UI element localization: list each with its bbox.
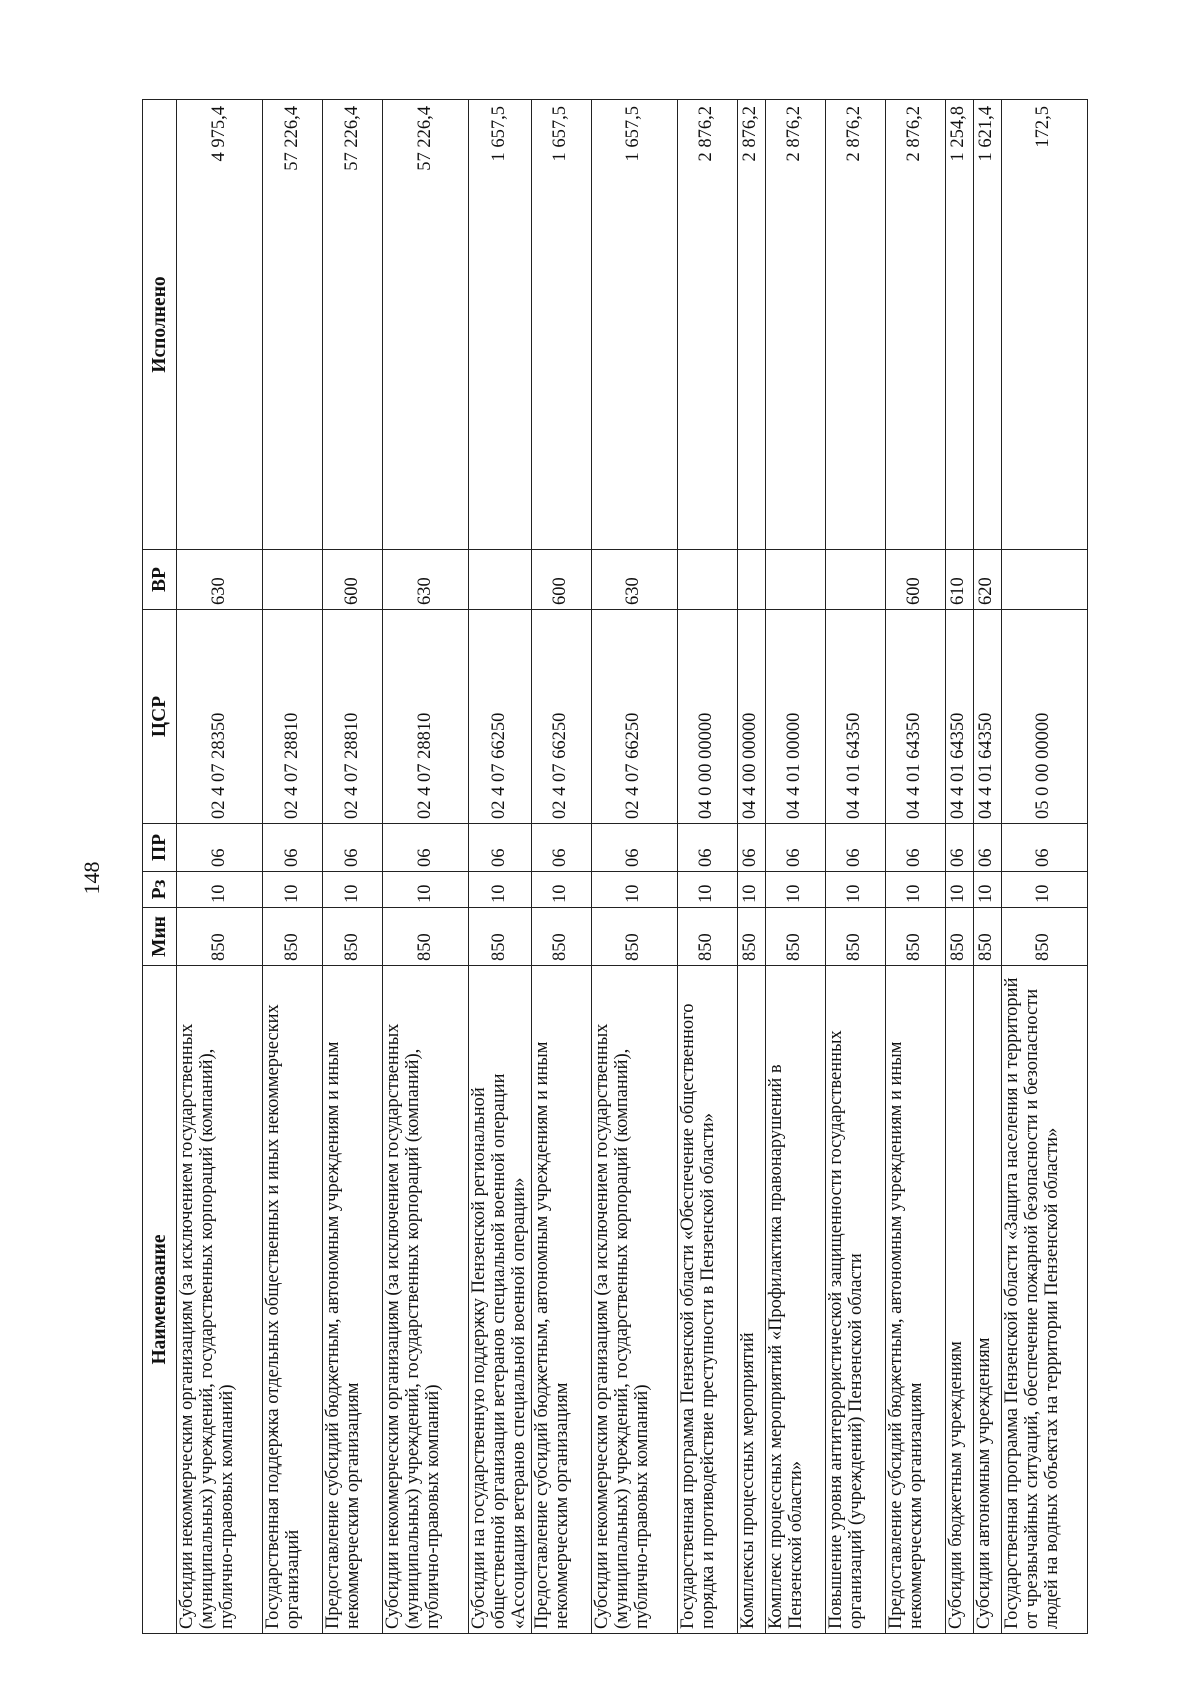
row-csr: 02 4 07 28810 <box>383 610 469 824</box>
row-name: Субсидии бюджетным учреждениям <box>945 966 973 1634</box>
row-name: Субсидии некоммерческим организациям (за исключением государственных (муниципальных) учреждений, государственных корпораций (компаний), публично-правовых компаний) <box>383 966 469 1634</box>
row-vr <box>469 550 532 610</box>
row-pr: 06 <box>1001 824 1087 872</box>
table-row <box>885 100 945 1634</box>
row-name: Субсидии автономным учреждениям <box>973 966 1001 1634</box>
row-csr: 04 4 01 64350 <box>885 610 945 824</box>
row-name: Субсидии некоммерческим организациям (за исключением государственных (муниципальных) учреждений, государственных корпораций (компаний), публично-правовых компаний) <box>591 966 677 1634</box>
row-vr <box>1001 550 1087 610</box>
row-csr: 04 4 01 64350 <box>825 610 885 824</box>
row-rz: 10 <box>737 872 765 908</box>
row-pr: 06 <box>885 824 945 872</box>
table-row <box>531 100 591 1634</box>
row-rz: 10 <box>383 872 469 908</box>
table-row <box>765 100 825 1634</box>
row-pr: 06 <box>737 824 765 872</box>
page-number: 148 <box>79 861 104 895</box>
row-executed: 4 975,4 <box>177 100 263 550</box>
table-row <box>591 100 677 1634</box>
row-pr: 06 <box>469 824 532 872</box>
row-rz: 10 <box>765 872 825 908</box>
row-rz: 10 <box>531 872 591 908</box>
row-rz: 10 <box>591 872 677 908</box>
row-executed: 57 226,4 <box>263 100 323 550</box>
row-rz: 10 <box>263 872 323 908</box>
table-row <box>383 100 469 1634</box>
row-pr: 06 <box>263 824 323 872</box>
row-name: Государственная программа Пензенской области «Защита населения и территорий от чрезвычайных ситуаций, обеспечение пожарной безопасности и безопасности людей на водных объектах на территории Пензенской области» <box>1001 966 1087 1634</box>
row-vr: 600 <box>531 550 591 610</box>
row-executed: 2 876,2 <box>885 100 945 550</box>
row-name: Комплексы процессных мероприятий <box>737 966 765 1634</box>
header-executed: Исполнено <box>143 100 177 550</box>
row-min: 850 <box>945 908 973 966</box>
row-name: Повышение уровня антитеррористической защищенности государственных организаций (учреждений) Пензенской области <box>825 966 885 1634</box>
row-name: Субсидии некоммерческим организациям (за исключением государственных (муниципальных) учреждений, государственных корпораций (компаний), публично-правовых компаний) <box>177 966 263 1634</box>
table-row <box>677 100 737 1634</box>
row-vr: 620 <box>973 550 1001 610</box>
row-name: Государственная поддержка отдельных общественных и иных некоммерческих организаций <box>263 966 323 1634</box>
row-csr: 04 4 01 64350 <box>945 610 973 824</box>
row-vr: 630 <box>591 550 677 610</box>
row-csr: 02 4 07 66250 <box>591 610 677 824</box>
row-executed: 57 226,4 <box>323 100 383 550</box>
row-vr: 610 <box>945 550 973 610</box>
header-name: Наименование <box>143 966 177 1634</box>
row-rz: 10 <box>825 872 885 908</box>
table-row <box>825 100 885 1634</box>
row-vr <box>263 550 323 610</box>
row-min: 850 <box>677 908 737 966</box>
row-vr: 630 <box>177 550 263 610</box>
budget-table-frame <box>142 100 1062 1634</box>
row-csr: 04 4 00 00000 <box>737 610 765 824</box>
row-min: 850 <box>973 908 1001 966</box>
header-csr: ЦСР <box>143 610 177 824</box>
row-min: 850 <box>323 908 383 966</box>
row-name: Субсидии на государственную поддержку Пензенской региональной общественной организации ветеранов специальной военной операции «Ассоциация ветеранов специальной военной операции» <box>469 966 532 1634</box>
row-executed: 2 876,2 <box>825 100 885 550</box>
row-rz: 10 <box>677 872 737 908</box>
row-name: Предоставление субсидий бюджетным, автономным учреждениям и иным некоммерческим организациям <box>531 966 591 1634</box>
row-name: Государственная программа Пензенской области «Обеспечение общественного порядка и противодействие преступности в Пензенской области» <box>677 966 737 1634</box>
row-min: 850 <box>531 908 591 966</box>
row-csr: 05 0 00 00000 <box>1001 610 1087 824</box>
row-csr: 02 4 07 28350 <box>177 610 263 824</box>
row-min: 850 <box>383 908 469 966</box>
row-pr: 06 <box>973 824 1001 872</box>
header-rz: Рз <box>143 872 177 908</box>
row-csr: 02 4 07 28810 <box>263 610 323 824</box>
row-vr: 600 <box>323 550 383 610</box>
row-executed: 1 657,5 <box>469 100 532 550</box>
row-csr: 04 4 01 00000 <box>765 610 825 824</box>
row-min: 850 <box>469 908 532 966</box>
table-row <box>737 100 765 1634</box>
row-executed: 172,5 <box>1001 100 1087 550</box>
row-executed: 2 876,2 <box>677 100 737 550</box>
row-vr <box>737 550 765 610</box>
row-min: 850 <box>885 908 945 966</box>
row-min: 850 <box>1001 908 1087 966</box>
row-vr <box>765 550 825 610</box>
row-min: 850 <box>765 908 825 966</box>
row-rz: 10 <box>885 872 945 908</box>
row-pr: 06 <box>765 824 825 872</box>
row-executed: 57 226,4 <box>383 100 469 550</box>
header-pr: ПР <box>143 824 177 872</box>
row-vr <box>677 550 737 610</box>
row-name: Предоставление субсидий бюджетным, автономным учреждениям и иным некоммерческим организациям <box>323 966 383 1634</box>
row-csr: 02 4 07 66250 <box>469 610 532 824</box>
row-min: 850 <box>263 908 323 966</box>
row-min: 850 <box>737 908 765 966</box>
row-pr: 06 <box>323 824 383 872</box>
row-rz: 10 <box>323 872 383 908</box>
row-executed: 1 254,8 <box>945 100 973 550</box>
row-rz: 10 <box>1001 872 1087 908</box>
row-name: Предоставление субсидий бюджетным, автономным учреждениям и иным некоммерческим организациям <box>885 966 945 1634</box>
row-executed: 1 657,5 <box>531 100 591 550</box>
row-executed: 1 621,4 <box>973 100 1001 550</box>
row-vr: 630 <box>383 550 469 610</box>
row-pr: 06 <box>945 824 973 872</box>
row-min: 850 <box>825 908 885 966</box>
table-row <box>973 100 1001 1634</box>
table-row <box>469 100 532 1634</box>
row-name: Комплекс процессных мероприятий «Профилактика правонарушений в Пензенской области» <box>765 966 825 1634</box>
row-csr: 04 0 00 00000 <box>677 610 737 824</box>
table-row <box>263 100 323 1634</box>
row-pr: 06 <box>177 824 263 872</box>
row-executed: 2 876,2 <box>765 100 825 550</box>
table-row <box>945 100 973 1634</box>
header-vr: ВР <box>143 550 177 610</box>
row-pr: 06 <box>383 824 469 872</box>
budget-execution-table <box>142 99 1088 1634</box>
table-row <box>1001 100 1087 1634</box>
row-csr: 02 4 07 28810 <box>323 610 383 824</box>
row-pr: 06 <box>677 824 737 872</box>
row-vr: 600 <box>885 550 945 610</box>
row-min: 850 <box>591 908 677 966</box>
row-executed: 1 657,5 <box>591 100 677 550</box>
row-executed: 2 876,2 <box>737 100 765 550</box>
table-row <box>177 100 263 1634</box>
table-row <box>323 100 383 1634</box>
header-min: Мин <box>143 908 177 966</box>
row-csr: 04 4 01 64350 <box>973 610 1001 824</box>
row-min: 850 <box>177 908 263 966</box>
row-pr: 06 <box>591 824 677 872</box>
row-rz: 10 <box>945 872 973 908</box>
row-rz: 10 <box>469 872 532 908</box>
row-pr: 06 <box>531 824 591 872</box>
row-rz: 10 <box>973 872 1001 908</box>
row-rz: 10 <box>177 872 263 908</box>
row-vr <box>825 550 885 610</box>
table-header-row <box>143 100 177 1634</box>
row-csr: 02 4 07 66250 <box>531 610 591 824</box>
row-pr: 06 <box>825 824 885 872</box>
